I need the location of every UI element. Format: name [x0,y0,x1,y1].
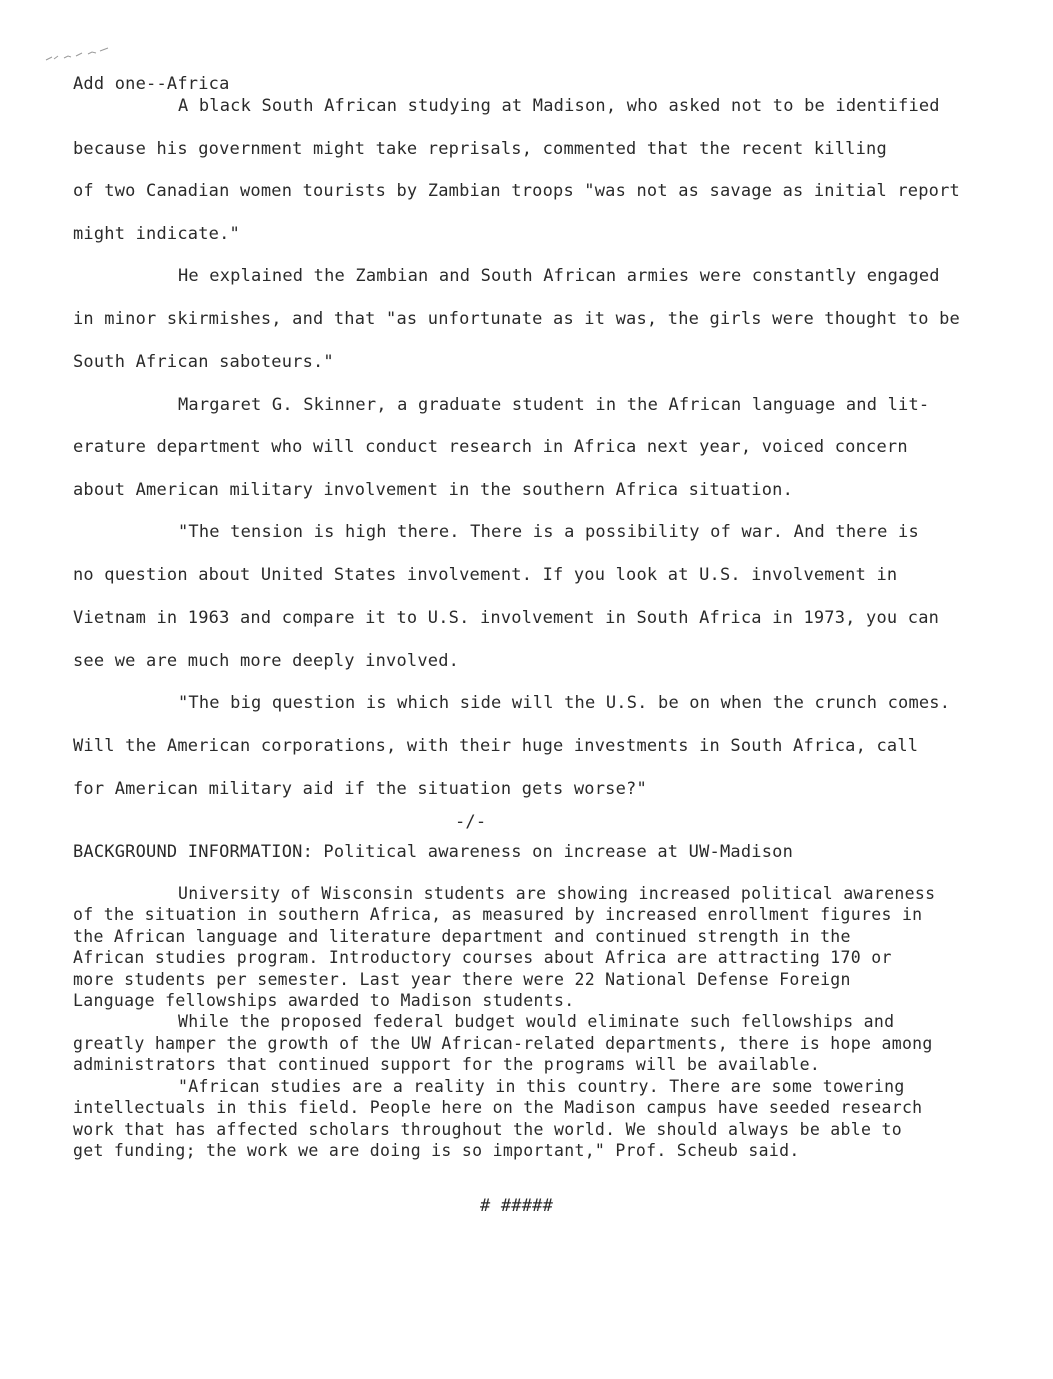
paragraph-line: see we are much more deeply involved. [73,651,460,671]
paragraph-line: A black South African studying at Madison, who asked not to be identified [178,96,940,116]
end-mark: # ##### [480,1196,554,1216]
paragraph-line: for American military aid if the situation gets worse?" [73,779,647,799]
paragraph-line: intellectuals in this field. People here on the Madison campus have seeded research [73,1098,923,1117]
paragraph-line: more students per semester. Last year there were 22 National Defense Foreign [73,970,851,989]
paragraph-line: "The tension is high there. There is a possibility of war. And there is [178,522,919,542]
paragraph-line: in minor skirmishes, and that "as unfortunate as it was, the girls were thought to be [73,309,960,329]
background-heading: BACKGROUND INFORMATION: Political awareness on increase at UW-Madison [73,842,794,862]
paragraph-line: work that has affected scholars throughout the world. We should always be able to [73,1120,902,1139]
paragraph-line: erature department who will conduct research in Africa next year, voiced concern [73,437,908,457]
paragraph-line: University of Wisconsin students are showing increased political awareness [178,884,936,903]
paragraph-line: no question about United States involvement. If you look at U.S. involvement in [73,565,898,585]
paragraph-line: Vietnam in 1963 and compare it to U.S. involvement in South Africa in 1973, you can [73,608,940,628]
paragraph-line: of the situation in southern Africa, as measured by increased enrollment figures in [73,905,923,924]
page-header: Add one--Africa [73,74,230,94]
paragraph-line: "The big question is which side will the U.S. be on when the crunch comes. [178,693,951,713]
paragraph-line: might indicate." [73,224,240,244]
paragraph-line: because his government might take reprisals, commented that the recent killing [73,139,887,159]
paragraph-line: While the proposed federal budget would eliminate such fellowships and [178,1012,895,1031]
paragraph-line: get funding; the work we are doing is so important," Prof. Scheub said. [73,1141,800,1160]
paragraph-line: African studies program. Introductory courses about Africa are attracting 170 or [73,948,892,967]
section-separator: -/- [455,812,487,832]
paragraph-line: Margaret G. Skinner, a graduate student in the African language and lit- [178,395,930,415]
paragraph-line: Language fellowships awarded to Madison students. [73,991,575,1010]
paragraph-line: about American military involvement in the southern Africa situation. [73,480,794,500]
paragraph-line: South African saboteurs." [73,352,334,372]
paragraph-line: "African studies are a reality in this country. There are some towering [178,1077,905,1096]
paragraph-line: of two Canadian women tourists by Zambian troops "was not as savage as initial report [73,181,960,201]
paragraph-line: the African language and literature department and continued strength in the [73,927,851,946]
paragraph-line: greatly hamper the growth of the UW African-related departments, there is hope among [73,1034,933,1053]
paragraph-line: Will the American corporations, with their huge investments in South Africa, call [73,736,919,756]
paragraph-line: administrators that continued support for the programs will be available. [73,1055,821,1074]
paragraph-line: He explained the Zambian and South African armies were constantly engaged [178,266,940,286]
pencil-mark [44,44,114,64]
